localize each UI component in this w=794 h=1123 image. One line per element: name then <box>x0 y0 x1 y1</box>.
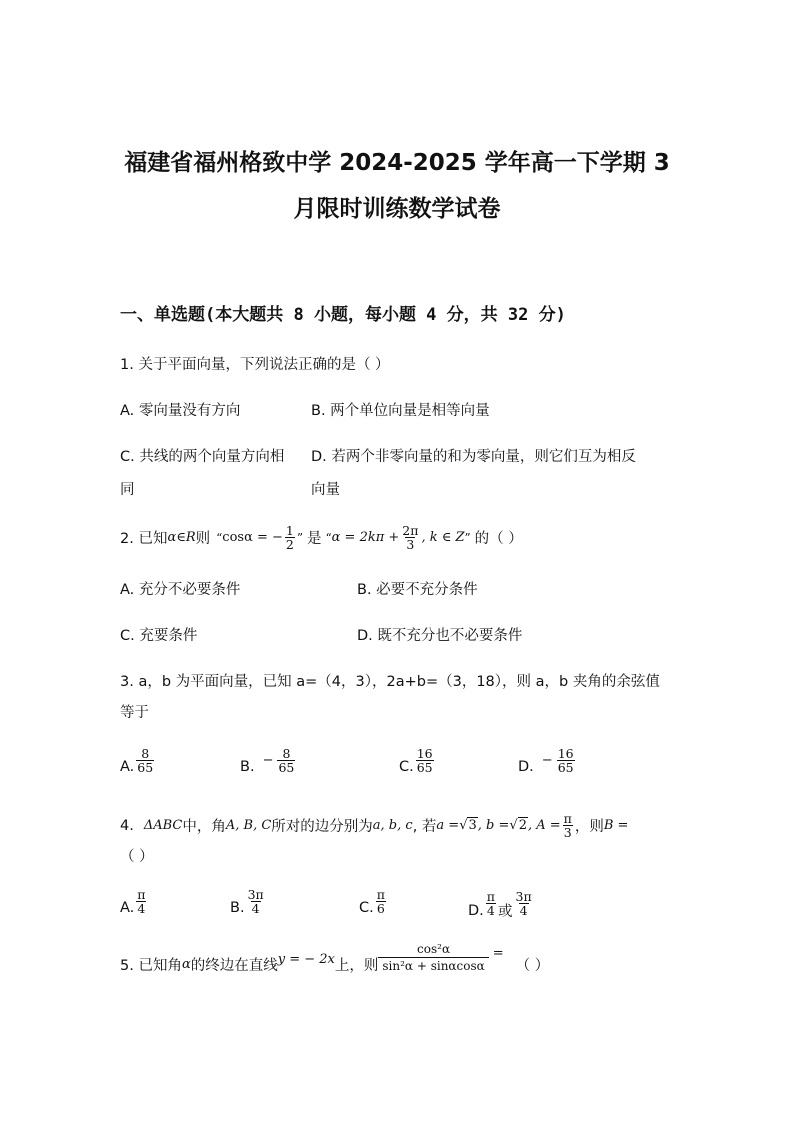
q4-option-d-fraction-2 <box>515 890 533 917</box>
q4-b-eq: , b = <box>477 818 510 833</box>
exam-title-line-1: 福建省福州格致中学 2024-2025 学年高一下学期 3 <box>124 150 670 176</box>
q3-option-b-num: 8 <box>282 745 291 761</box>
q3-option-d-den: 65 <box>557 759 574 775</box>
q4-option-b-fraction <box>247 888 265 915</box>
q4-sqrt-3: √3 <box>459 818 477 833</box>
q4-option-d <box>468 886 535 921</box>
q3-option-d-sign: − <box>541 752 553 768</box>
q3-option-c-label: C. <box>399 759 414 775</box>
q2-is: 是 <box>307 531 322 547</box>
q5-answer-paren: （ ） <box>515 958 550 974</box>
q5-prefix: 5. 已知角 <box>120 958 182 974</box>
q4-option-d-label: D. <box>468 902 484 919</box>
q2-fraction-half <box>285 524 295 551</box>
q2-fraction-half-num: 1 <box>285 523 294 538</box>
q4-option-b <box>230 886 267 916</box>
q4-B-eq: B = <box>603 818 629 833</box>
q2-fraction-2pi-3 <box>401 524 419 551</box>
q4-fraction-pi-den: 3 <box>563 825 572 840</box>
q3-option-c-fraction <box>416 747 434 774</box>
q3-option-c-num: 16 <box>416 745 433 761</box>
q4-option-c-fraction <box>376 888 386 915</box>
q4-option-a-den: 4 <box>137 900 146 916</box>
q3-option-d-num: 16 <box>557 745 574 761</box>
q5-stem <box>120 940 549 975</box>
q3-option-b-sign: − <box>262 752 274 768</box>
q4-a-eq: a = <box>436 818 460 833</box>
q4-option-a <box>120 886 149 916</box>
q1-option-c-line-1: C. 共线的两个向量方向相 <box>120 449 285 465</box>
q3-option-a-den: 65 <box>137 759 154 775</box>
q1-option-a: A. 零向量没有方向 <box>120 403 241 419</box>
q3-option-a <box>120 745 156 775</box>
q3-option-b-label: B. <box>240 759 255 775</box>
q4-option-c <box>359 886 388 916</box>
q4-option-d-fraction-1 <box>486 890 496 917</box>
q5-expression-fraction <box>378 941 488 974</box>
q4-angles: A, B, C <box>225 818 272 833</box>
q2-then: 则 <box>195 531 211 547</box>
q2-option-b: B. 必要不充分条件 <box>357 582 478 598</box>
q4-option-c-label: C. <box>359 900 374 916</box>
q2-option-d: D. 既不充分也不必要条件 <box>357 628 523 644</box>
q4-option-c-num: π <box>376 886 385 902</box>
q3-stem-line-1: 3. a，b 为平面向量，已知 a=（4，3），2a+b=（3，18），则 a，b 夹角的余弦值 <box>120 674 660 690</box>
q3-option-c <box>399 745 436 775</box>
q4-sqrt-2: √2 <box>509 818 527 833</box>
q1-option-c-line-2: 同 <box>120 482 135 498</box>
q3-option-a-num: 8 <box>141 745 150 761</box>
q3-option-d <box>518 745 577 775</box>
q3-option-d-label: D. <box>518 759 534 775</box>
q2-option-c: C. 充要条件 <box>120 628 198 644</box>
q4-sqrt-3-radicand: 3 <box>468 818 477 833</box>
q2-prefix: 2. 已知 <box>120 531 168 547</box>
q1-option-b: B. 两个单位向量是相等向量 <box>311 403 490 419</box>
section-heading-single-choice: 一、单选题(本大题共 8 小题，每小题 4 分，共 32 分) <box>120 305 566 325</box>
q4-option-d-den-2: 4 <box>519 903 528 918</box>
q2-stem <box>120 524 523 551</box>
q4-option-b-den: 4 <box>251 900 260 916</box>
q4-text-3: , 若 <box>412 819 437 835</box>
q2-cos-expr: cosα = − <box>222 530 283 545</box>
q1-stem: 1. 关于平面向量，下列说法正确的是（ ） <box>120 357 390 373</box>
q4-sides: a, b, c <box>372 818 413 833</box>
q2-fraction-2pi-den: 3 <box>406 537 415 552</box>
q3-option-b <box>240 745 297 775</box>
q4-option-c-den: 6 <box>376 900 385 916</box>
q4-sqrt-2-radicand: 2 <box>518 818 527 833</box>
q3-option-a-fraction <box>136 747 154 774</box>
q2-quote-open-2: “ <box>325 530 332 545</box>
q5-alpha: α <box>181 957 191 972</box>
q4-option-a-fraction <box>136 888 146 915</box>
q4-A-eq: , A = <box>527 818 561 833</box>
q3-stem-line-2: 等于 <box>120 705 149 721</box>
q2-option-a: A. 充分不必要条件 <box>120 582 241 598</box>
q5-equals: = <box>492 946 504 961</box>
q4-prefix: 4. <box>120 817 134 834</box>
q3-option-d-fraction <box>557 747 575 774</box>
q2-alpha-expr: α = 2kπ + <box>331 530 400 545</box>
q4-option-d-or: 或 <box>498 904 513 920</box>
q4-option-a-num: π <box>137 886 146 902</box>
exam-title <box>100 140 694 232</box>
q3-option-c-den: 65 <box>416 759 433 775</box>
q3-option-b-fraction <box>277 747 295 774</box>
q2-k-in-z: , k ∈ Z <box>421 530 465 545</box>
q5-expression-den: sin²α + sinαcosα <box>378 957 488 974</box>
q5-expression-num: cos²α <box>417 942 451 956</box>
q2-quote-close-2: ” <box>464 530 471 545</box>
q4-option-d-num-2: 3π <box>515 889 532 904</box>
q2-quote-close: ” <box>296 530 303 545</box>
q4-fraction-pi-num: π <box>563 811 572 826</box>
q2-fraction-half-den: 2 <box>285 537 294 552</box>
q5-text-2: 上，则 <box>334 958 379 974</box>
q1-option-d-line-1: D. 若两个非零向量的和为零向量，则它们互为相反 <box>311 449 636 465</box>
q4-option-b-label: B. <box>230 900 245 916</box>
q4-fraction-pi-3 <box>563 812 573 839</box>
q4-text-4: ，则 <box>574 819 604 835</box>
q4-text-1: 中，角 <box>182 819 226 835</box>
q5-text-1: 的终边在直线 <box>190 958 278 974</box>
q4-option-d-num-1: π <box>486 889 495 904</box>
q5-line-equation: y = − 2x <box>277 952 335 967</box>
q4-text-2: 所对的边分别为 <box>271 819 373 835</box>
q3-option-a-label: A. <box>120 759 135 775</box>
q4-option-b-num: 3π <box>247 886 264 902</box>
q3-option-b-den: 65 <box>278 759 295 775</box>
q4-answer-paren: （ ） <box>120 849 154 865</box>
q4-triangle: ΔABC <box>143 818 183 833</box>
q2-fraction-2pi-num: 2π <box>402 523 419 538</box>
q4-option-d-den-1: 4 <box>486 903 495 918</box>
q4-stem <box>120 812 628 839</box>
q4-option-a-label: A. <box>120 900 135 916</box>
exam-title-line-2: 月限时训练数学试卷 <box>293 196 501 222</box>
q1-option-d-line-2: 向量 <box>311 482 340 498</box>
q2-condition: α∈R <box>167 530 196 545</box>
q2-suffix: 的（ ） <box>474 531 523 547</box>
q2-quote-open: “ <box>216 530 223 545</box>
